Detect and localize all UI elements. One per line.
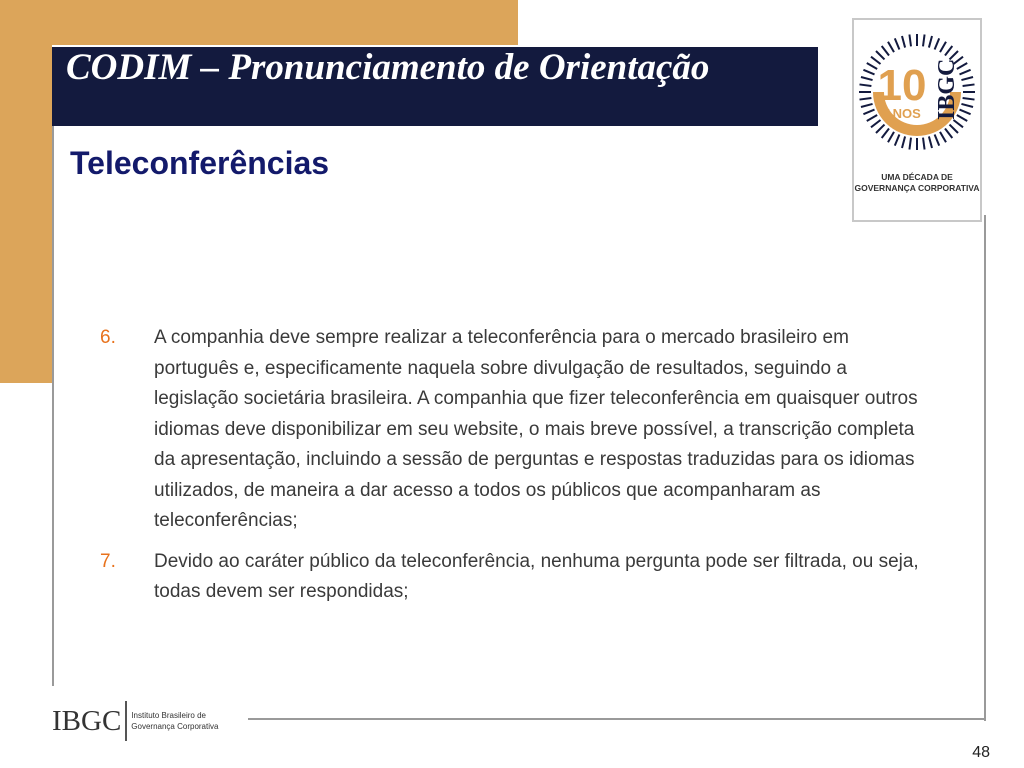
anniversary-seal-icon — [854, 20, 980, 170]
list-item-number: 7. — [100, 550, 116, 572]
footer-ibgc-logo — [52, 698, 218, 744]
logo-anos: ANOS — [883, 106, 921, 121]
logo-number: 10 — [877, 61, 927, 110]
panel-border-left — [52, 126, 54, 686]
panel-border-bottom — [248, 718, 986, 720]
list-item-text: A companhia deve sempre realizar a teleconferência para o mercado brasileiro em português e, especificamente naquela sobre divulgação de resultados, seguindo a legislação societária brasileira. A companhia que fizer teleconferência em quaisquer outros idiomas deve disponibilizar em seu website, o mais breve possível, a transcrição completa da apresentação, incluindo a sessão de perguntas e respostas traduzidas para os idiomas utilizados, de maneira a dar acesso a todos os públicos que acompanharam as teleconferências; — [154, 327, 918, 531]
numbered-list — [100, 323, 930, 618]
panel-border-right — [984, 215, 986, 721]
list-item-text: Devido ao caráter público da teleconferência, nenhuma pergunta pode ser filtrada, ou seja, todas devem ser respondidas; — [154, 550, 919, 602]
list-item — [100, 547, 930, 608]
footer-institution: Instituto Brasileiro de Governança Corporativa — [131, 711, 219, 731]
ibgc-10-anos-logo — [852, 18, 982, 222]
slide-subtitle: Teleconferências — [70, 145, 330, 181]
footer-logo-divider — [125, 701, 127, 741]
slide-title: CODIM – Pronunciamento de Orientação — [66, 47, 710, 88]
footer-brand: IBGC — [52, 704, 122, 737]
logo-caption: UMA DÉCADA DE GOVERNANÇA CORPORATIVA — [854, 172, 980, 193]
logo-brand: IBGC — [934, 58, 960, 120]
list-item — [100, 323, 930, 537]
page-number: 48 — [972, 744, 990, 761]
list-item-number: 6. — [100, 327, 116, 348]
